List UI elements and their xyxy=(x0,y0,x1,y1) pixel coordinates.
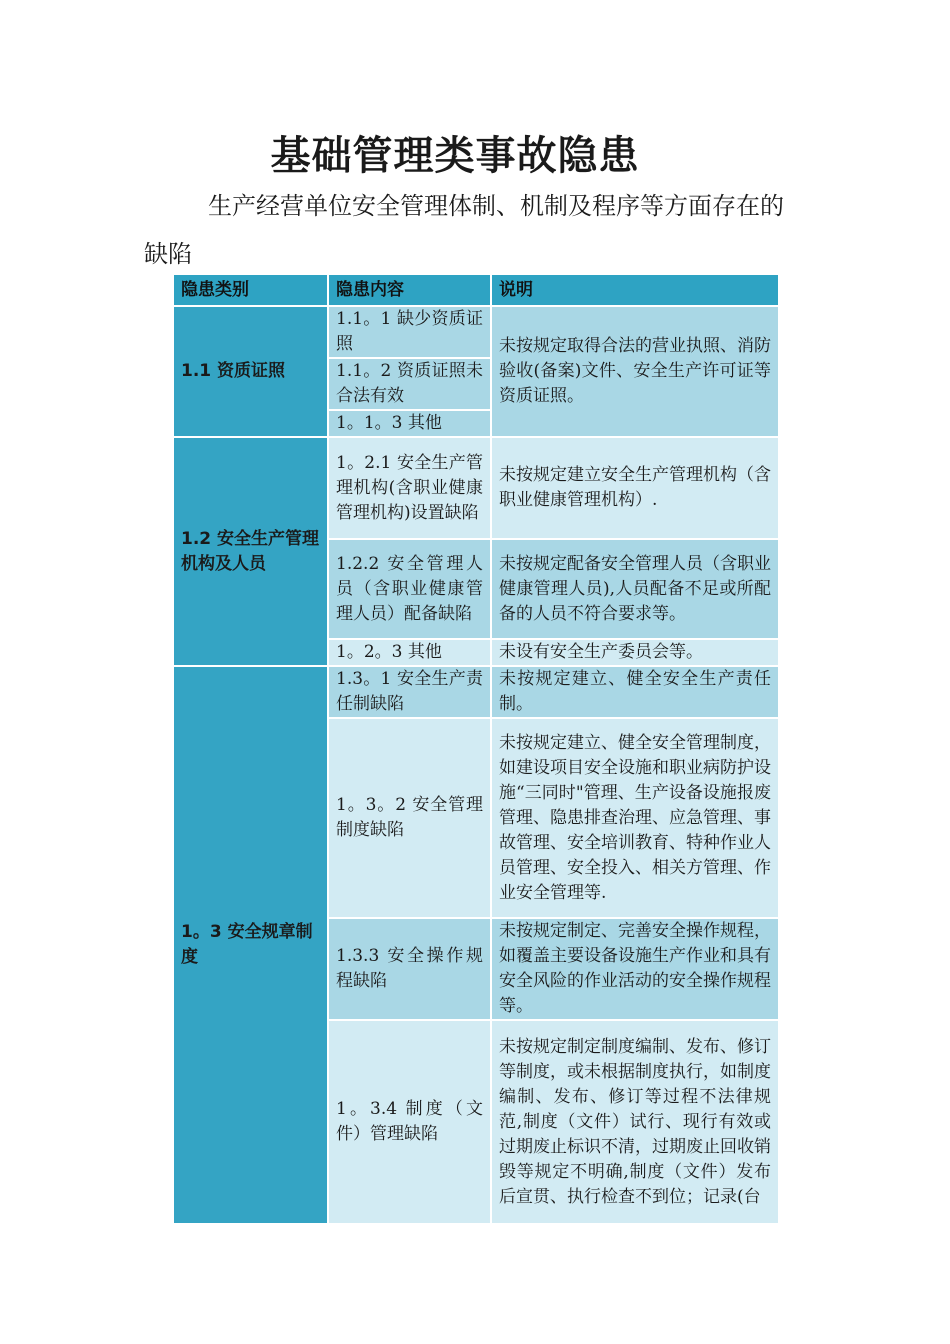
category-cell: 1。3 安全规章制度 xyxy=(173,666,328,1224)
header-category: 隐患类别 xyxy=(173,274,328,306)
header-description: 说明 xyxy=(491,274,779,306)
intro-paragraph: 生产经营单位安全管理体制、机制及程序等方面存在的缺陷 xyxy=(144,192,784,268)
content-cell: 1.3.3 安全操作规程缺陷 xyxy=(328,918,491,1020)
header-content: 隐患内容 xyxy=(328,274,491,306)
content-cell: 1。3.4 制度（文件）管理缺陷 xyxy=(328,1020,491,1224)
table-row xyxy=(173,666,779,718)
table-header-row xyxy=(173,274,779,306)
description-cell: 未设有安全生产委员会等。 xyxy=(491,639,779,666)
hazard-table xyxy=(172,273,780,1225)
content-cell: 1。2.1 安全生产管理机构(含职业健康管理机构)设置缺陷 xyxy=(328,437,491,539)
description-cell: 未按规定建立、健全安全生产责任制。 xyxy=(491,666,779,718)
description-cell: 未按规定取得合法的营业执照、消防验收(备案)文件、安全生产许可证等资质证照。 xyxy=(491,306,779,437)
page-title: 基础管理类事故隐患 xyxy=(270,133,640,179)
description-cell: 未按规定制定制度编制、发布、修订等制度，或未根据制度执行，如制度编制、发布、修订等过程不法律规范,制度（文件）试行、现行有效或过期废止标识不清，过期废止回收销毁等规定不明确,制度（文件）发布后宣贯、执行检查不到位；记录(台 xyxy=(491,1020,779,1224)
content-cell: 1.1。2 资质证照未合法有效 xyxy=(328,358,491,410)
description-cell: 未按规定建立、健全安全管理制度，如建设项目安全设施和职业病防护设施“三同时"管理、生产设备设施报废管理、隐患排查治理、应急管理、事故管理、安全培训教育、特种作业人员管理、安全投入、相关方管理、作业安全管理等. xyxy=(491,718,779,918)
content-cell: 1.3。1 安全生产责任制缺陷 xyxy=(328,666,491,718)
category-cell: 1.2 安全生产管理机构及人员 xyxy=(173,437,328,666)
description-cell: 未按规定配备安全管理人员（含职业健康管理人员),人员配备不足或所配备的人员不符合要求等。 xyxy=(491,539,779,639)
content-cell: 1。3。2 安全管理制度缺陷 xyxy=(328,718,491,918)
description-cell: 未按规定制定、完善安全操作规程，如覆盖主要设备设施生产作业和具有安全风险的作业活动的安全操作规程等。 xyxy=(491,918,779,1020)
content-cell: 1.2.2 安全管理人员（含职业健康管理人员）配备缺陷 xyxy=(328,539,491,639)
table-row xyxy=(173,437,779,539)
description-cell: 未按规定建立安全生产管理机构（含职业健康管理机构）. xyxy=(491,437,779,539)
content-cell: 1。1。3 其他 xyxy=(328,410,491,437)
content-cell: 1。2。3 其他 xyxy=(328,639,491,666)
category-cell: 1.1 资质证照 xyxy=(173,306,328,437)
table-row xyxy=(173,306,779,358)
content-cell: 1.1。1 缺少资质证照 xyxy=(328,306,491,358)
